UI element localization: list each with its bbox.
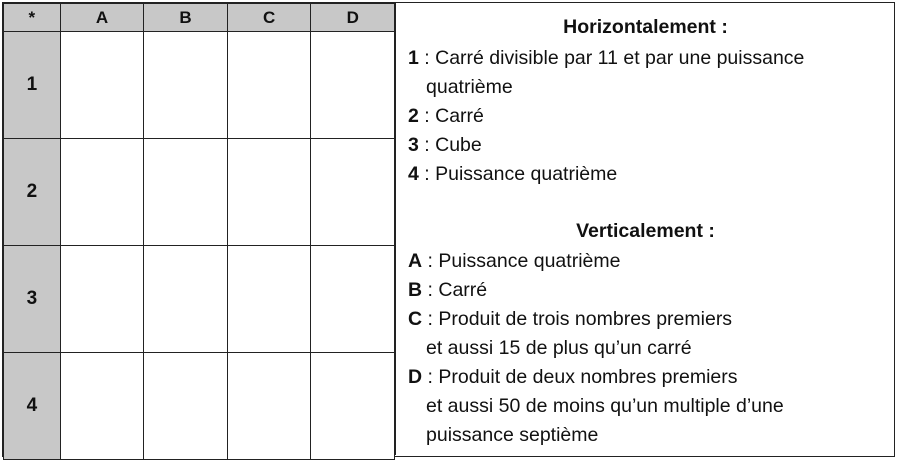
cell-a4[interactable] <box>60 353 144 460</box>
cell-a2[interactable] <box>60 139 144 246</box>
vertical-clue-a <box>408 247 620 276</box>
cell-d1[interactable] <box>311 32 395 139</box>
corner-header: * <box>4 4 61 32</box>
cell-d3[interactable] <box>311 246 395 353</box>
horizontal-clue-1 <box>408 44 804 73</box>
vertical-title: Verticalement : <box>576 220 715 242</box>
cell-b3[interactable] <box>144 246 228 353</box>
clue-text: Produit de deux nombres premiers <box>438 366 738 388</box>
clue-key: 4 <box>408 163 419 185</box>
clue-key: C <box>408 308 423 330</box>
column-header-d: D <box>311 4 395 32</box>
column-header-c: C <box>227 4 311 32</box>
cell-a1[interactable] <box>60 32 144 139</box>
horizontal-clue-2 <box>408 102 484 131</box>
cell-b1[interactable] <box>144 32 228 139</box>
grid-row-2 <box>4 139 395 246</box>
vertical-clue-c-continued: et aussi 15 de plus qu’un carré <box>426 337 692 359</box>
row-header-3: 3 <box>4 246 61 353</box>
crossword-puzzle <box>2 2 895 457</box>
clue-separator: : <box>422 279 439 301</box>
grid-row-1 <box>4 32 395 139</box>
cell-b2[interactable] <box>144 139 228 246</box>
clue-separator: : <box>418 105 436 127</box>
clue-separator: : <box>418 163 436 185</box>
clue-separator: : <box>418 47 436 69</box>
clue-text: Carré <box>438 279 488 301</box>
vertical-clue-d-continued-1: et aussi 50 de moins qu’un multiple d’une <box>426 395 784 417</box>
clue-key: 3 <box>408 134 419 156</box>
cell-a3[interactable] <box>60 246 144 353</box>
column-header-b: B <box>144 4 228 32</box>
horizontal-clue-1-continued: quatrième <box>426 76 513 98</box>
number-grid <box>3 3 395 460</box>
clue-text: Produit de trois nombres premiers <box>438 308 733 330</box>
clue-text: Puissance quatrième <box>435 163 618 185</box>
header-row <box>4 4 395 32</box>
cell-b4[interactable] <box>144 353 228 460</box>
cell-d4[interactable] <box>311 353 395 460</box>
cell-c2[interactable] <box>227 139 311 246</box>
clue-key: 2 <box>408 105 419 127</box>
cell-c3[interactable] <box>227 246 311 353</box>
clue-key: D <box>408 366 423 388</box>
row-header-4: 4 <box>4 353 61 460</box>
horizontal-clue-3 <box>408 131 482 160</box>
clue-text: Cube <box>435 134 482 156</box>
grid-row-4 <box>4 353 395 460</box>
vertical-clue-b <box>408 276 487 305</box>
clue-key: A <box>408 250 423 272</box>
clue-key: 1 <box>408 47 419 69</box>
vertical-clue-d-continued-2: puissance septième <box>426 424 599 446</box>
clue-separator: : <box>422 308 439 330</box>
cell-d2[interactable] <box>311 139 395 246</box>
clue-text: Puissance quatrième <box>438 250 621 272</box>
column-header-a: A <box>60 4 144 32</box>
vertical-clue-d <box>408 363 738 392</box>
horizontal-clue-4 <box>408 160 617 189</box>
clue-separator: : <box>422 250 439 272</box>
clue-separator: : <box>418 134 436 156</box>
grid-row-3 <box>4 246 395 353</box>
row-header-2: 2 <box>4 139 61 246</box>
cell-c4[interactable] <box>227 353 311 460</box>
cell-c1[interactable] <box>227 32 311 139</box>
vertical-clue-c <box>408 305 732 334</box>
clue-separator: : <box>422 366 439 388</box>
clues-panel <box>395 3 894 455</box>
row-header-1: 1 <box>4 32 61 139</box>
clue-key: B <box>408 279 423 301</box>
clue-text: Carré <box>435 105 484 127</box>
horizontal-title: Horizontalement : <box>563 16 728 38</box>
clue-text: Carré divisible par 11 et par une puissance <box>435 47 805 69</box>
